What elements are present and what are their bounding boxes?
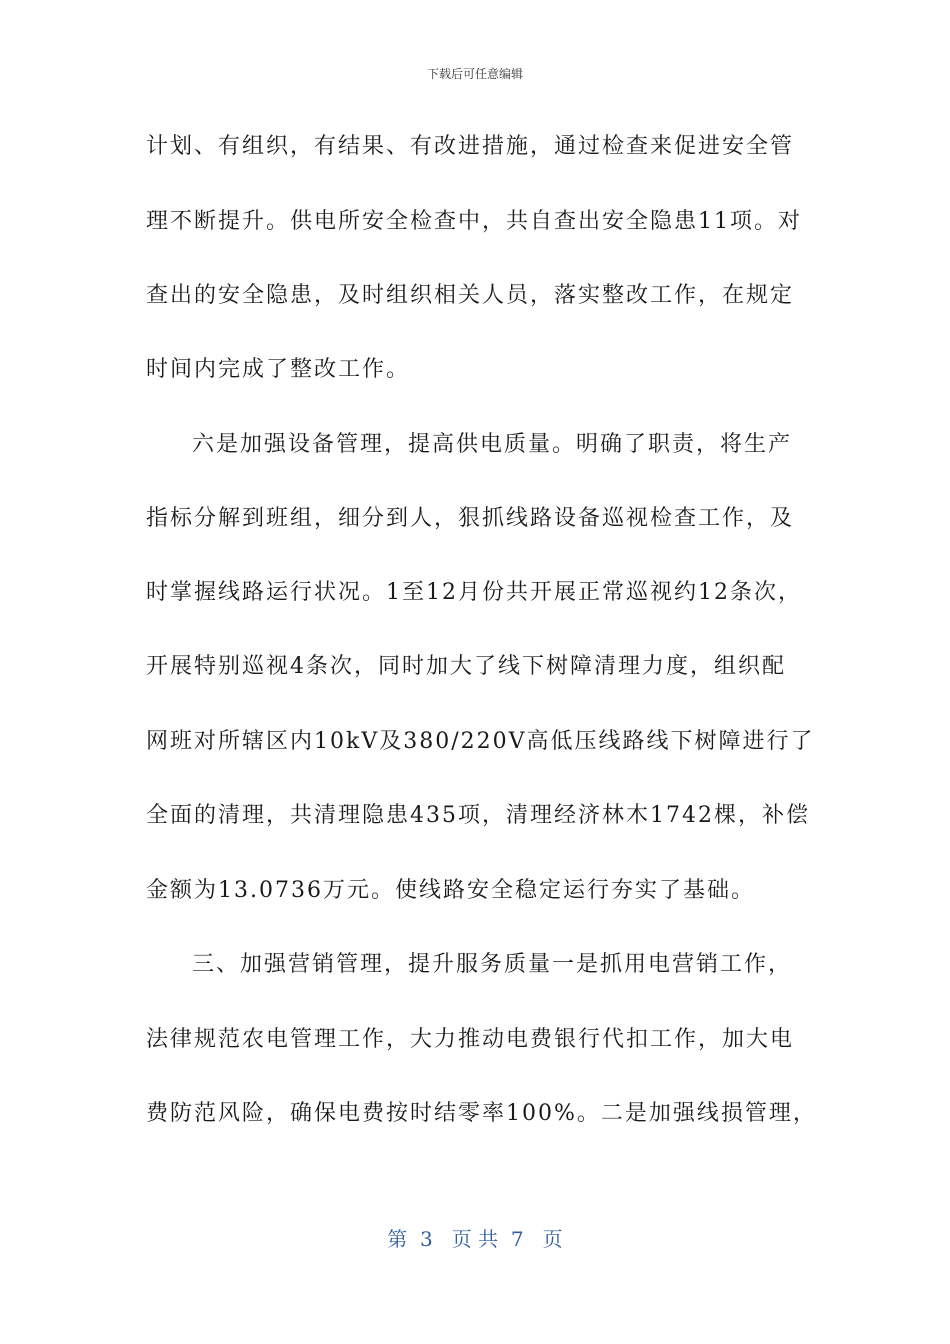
page-header-note: 下载后可任意编辑 bbox=[426, 67, 523, 81]
page-number-footer bbox=[0, 1226, 950, 1252]
text-line: 理不断提升。供电所安全检查中，共自查出安全隐患11项。对 bbox=[146, 209, 802, 234]
text-line: 法律规范农电管理工作，大力推动电费银行代扣工作，加大电 bbox=[146, 1027, 795, 1052]
text-line: 费防范风险，确保电费按时结零率100%。二是加强线损管理， bbox=[146, 1101, 817, 1126]
text-line: 指标分解到班组，细分到人，狠抓线路设备巡视检查工作，及 bbox=[146, 506, 795, 531]
page-number-text: 第 3 页 共 7 页 bbox=[387, 1227, 563, 1251]
text-line: 开展特别巡视4条次，同时加大了线下树障清理力度，组织配 bbox=[146, 654, 786, 679]
paragraph-start-line: 六是加强设备管理，提高供电质量。明确了职责，将生产 bbox=[192, 432, 793, 457]
text-line: 网班对所辖区内10kV及380/220V高低压线路线下树障进行了 bbox=[146, 729, 815, 754]
text-line: 计划、有组织，有结果、有改进措施，通过检查来促进安全管 bbox=[146, 134, 795, 159]
text-line: 时掌握线路运行状况。1至12月份共开展正常巡视约12条次， bbox=[146, 580, 802, 605]
text-line: 查出的安全隐患，及时组织相关人员，落实整改工作，在规定 bbox=[146, 283, 795, 308]
text-line: 时间内完成了整改工作。 bbox=[146, 357, 411, 382]
text-line: 全面的清理，共清理隐患435项，清理经济林木1742棵，补偿 bbox=[146, 803, 810, 828]
paragraph-start-line: 三、加强营销管理，提升服务质量一是抓用电营销工作， bbox=[192, 952, 793, 977]
text-line: 金额为13.0736万元。使线路安全稳定运行夯实了基础。 bbox=[146, 878, 755, 903]
